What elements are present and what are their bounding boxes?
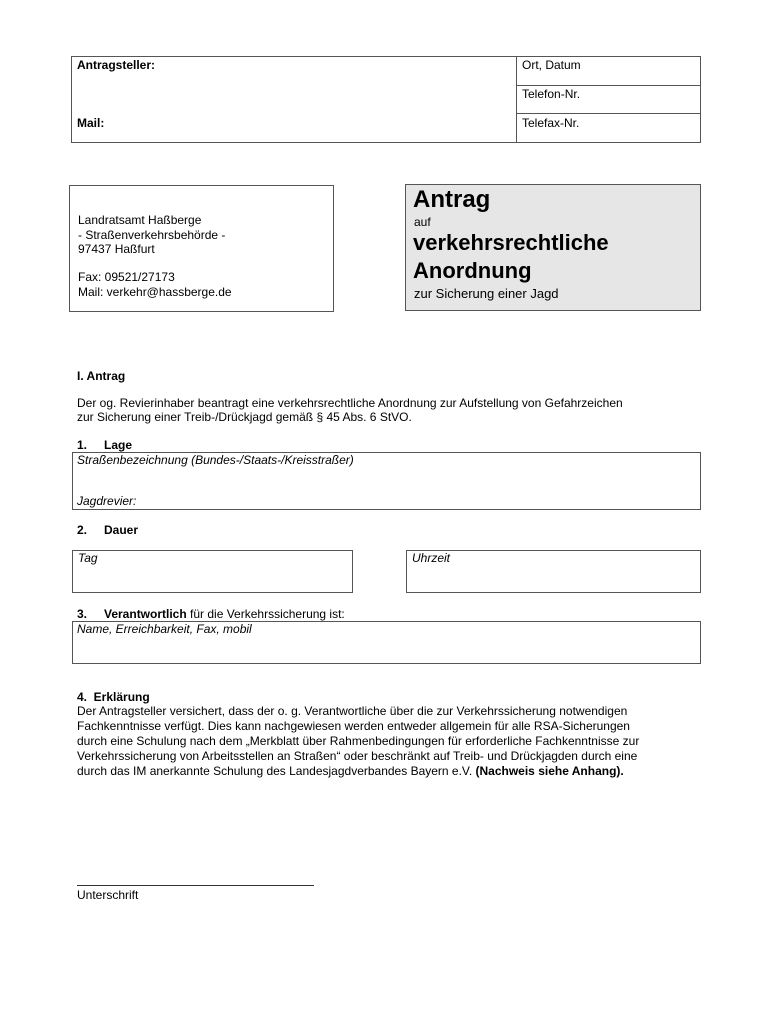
item1-title: Lage xyxy=(104,438,133,452)
road-name-label: Straßenbezeichnung (Bundes-/Staats-/Kreisstraßer) xyxy=(77,453,354,467)
responsible-field-label: Name, Erreichbarkeit, Fax, mobil xyxy=(77,622,252,636)
item2-number: 2. xyxy=(77,523,88,537)
day-label: Tag xyxy=(78,551,98,565)
mail-label: Mail: xyxy=(77,116,105,130)
signature-label: Unterschrift xyxy=(77,888,139,902)
declaration-line3: durch eine Schulung nach dem „Merkblatt über Rahmenbedingungen für erforderliche Fachkenntnisse zur xyxy=(77,734,640,748)
address-line3: 97437 Haßfurt xyxy=(78,242,155,256)
item3-title-bold: Verantwortlich xyxy=(104,607,187,621)
section-antrag-line1: Der og. Revierinhaber beantragt eine verkehrsrechtliche Anordnung zur Aufstellung von Gefahrzeichen xyxy=(77,396,623,410)
section-heading-antrag: I. Antrag xyxy=(77,369,126,383)
address-fax: Fax: 09521/27173 xyxy=(78,270,175,284)
item2-title: Dauer xyxy=(104,523,139,537)
day-input-box[interactable] xyxy=(72,550,353,593)
item4-heading: 4. Erklärung xyxy=(77,690,150,704)
address-mail: Mail: verkehr@hassberge.de xyxy=(78,285,232,299)
header-divider-row1 xyxy=(516,85,701,86)
phone-field[interactable]: Telefon-Nr. xyxy=(522,87,581,101)
declaration-line5-text: durch das IM anerkannte Schulung des Landesjagdverbandes Bayern e.V. xyxy=(77,764,476,778)
declaration-line5 xyxy=(77,764,624,779)
item3-title xyxy=(104,607,345,622)
applicant-header-box xyxy=(71,56,701,143)
item1-number: 1. xyxy=(77,438,88,452)
hunting-area-label: Jagdrevier: xyxy=(77,494,137,508)
time-label: Uhrzeit xyxy=(412,551,451,565)
address-line1: Landratsamt Haßberge xyxy=(78,213,202,227)
declaration-line5-bold: (Nachweis siehe Anhang). xyxy=(475,764,624,778)
fax-field[interactable]: Telefax-Nr. xyxy=(522,116,580,130)
title-antrag: Antrag xyxy=(413,186,491,213)
declaration-line1: Der Antragsteller versichert, dass der o. g. Verantwortliche über die zur Verkehrssicherung notwendigen xyxy=(77,704,628,718)
applicant-label: Antragsteller: xyxy=(77,58,156,72)
place-date-field[interactable]: Ort, Datum xyxy=(522,58,581,72)
title-auf: auf xyxy=(414,215,431,229)
header-divider-vertical xyxy=(516,56,517,143)
item3-number: 3. xyxy=(77,607,88,621)
title-subline: zur Sicherung einer Jagd xyxy=(414,286,559,301)
time-input-box[interactable] xyxy=(406,550,701,593)
title-main-line2: Anordnung xyxy=(413,258,532,283)
declaration-line2: Fachkenntnisse verfügt. Dies kann nachgewiesen werden entweder allgemein für alle RSA-Sicherungen xyxy=(77,719,630,733)
declaration-line4: Verkehrssicherung von Arbeitsstellen an Straßen“ oder beschränkt auf Treib- und Drückjagden durch eine xyxy=(77,749,638,763)
title-main-line1: verkehrsrechtliche xyxy=(413,230,609,255)
item3-title-rest: für die Verkehrssicherung ist: xyxy=(186,607,345,621)
signature-line[interactable] xyxy=(77,885,314,886)
header-divider-row2 xyxy=(516,113,701,114)
section-antrag-line2: zur Sicherung einer Treib-/Drückjagd gemäß § 45 Abs. 6 StVO. xyxy=(77,410,412,424)
address-line2: - Straßenverkehrsbehörde - xyxy=(78,228,226,242)
